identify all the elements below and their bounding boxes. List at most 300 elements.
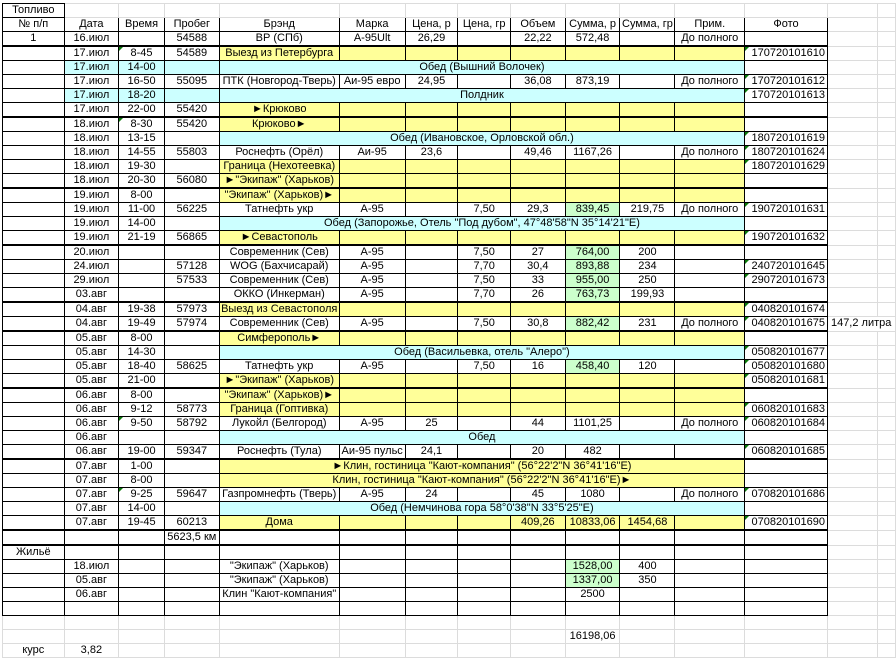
cell[interactable] bbox=[877, 46, 895, 61]
cell[interactable] bbox=[827, 274, 877, 288]
cell[interactable] bbox=[164, 4, 219, 18]
cell[interactable]: ►"Экипаж" (Харьков) bbox=[219, 174, 339, 189]
cell[interactable] bbox=[3, 431, 65, 445]
cell[interactable]: 59647 bbox=[164, 488, 219, 502]
cell[interactable] bbox=[3, 331, 65, 346]
cell[interactable] bbox=[827, 203, 877, 217]
cell[interactable]: 17.июл bbox=[64, 61, 119, 75]
cell[interactable]: А-95 bbox=[339, 245, 405, 260]
cell[interactable]: До полного bbox=[675, 317, 745, 332]
cell[interactable] bbox=[827, 32, 877, 47]
cell[interactable] bbox=[511, 374, 566, 389]
cell[interactable]: 190720101632 bbox=[745, 231, 828, 246]
cell[interactable]: 36,08 bbox=[511, 75, 566, 89]
cell[interactable]: 2500 bbox=[565, 588, 620, 602]
cell[interactable] bbox=[339, 103, 405, 118]
column-header[interactable]: Цена, гр bbox=[458, 18, 511, 32]
cell[interactable] bbox=[877, 388, 895, 403]
cell[interactable]: 20 bbox=[511, 445, 566, 460]
cell[interactable]: 58792 bbox=[164, 417, 219, 431]
cell[interactable] bbox=[877, 488, 895, 502]
cell[interactable] bbox=[565, 174, 620, 189]
cell[interactable] bbox=[458, 630, 511, 644]
cell[interactable] bbox=[620, 616, 675, 630]
cell[interactable] bbox=[877, 588, 895, 602]
cell[interactable] bbox=[745, 388, 828, 403]
cell[interactable] bbox=[119, 602, 165, 616]
cell[interactable] bbox=[827, 160, 877, 174]
cell[interactable] bbox=[339, 545, 405, 560]
cell[interactable] bbox=[405, 602, 458, 616]
cell[interactable] bbox=[3, 574, 65, 588]
cell[interactable] bbox=[675, 630, 745, 644]
column-header[interactable]: Сумма, гр bbox=[620, 18, 675, 32]
cell[interactable] bbox=[164, 616, 219, 630]
cell[interactable]: 060820101685 bbox=[745, 445, 828, 460]
cell[interactable]: 55420 bbox=[164, 103, 219, 118]
cell[interactable] bbox=[877, 374, 895, 389]
cell[interactable]: 8-00 bbox=[119, 388, 165, 403]
cell[interactable] bbox=[877, 61, 895, 75]
cell[interactable] bbox=[339, 174, 405, 189]
cell[interactable] bbox=[164, 374, 219, 389]
cell[interactable]: 170720101613 bbox=[745, 89, 828, 103]
cell[interactable] bbox=[827, 545, 877, 560]
cell[interactable] bbox=[827, 530, 877, 545]
cell[interactable]: 763,73 bbox=[565, 288, 620, 303]
cell[interactable] bbox=[164, 331, 219, 346]
cell[interactable]: Аи-95 bbox=[339, 146, 405, 160]
cell[interactable]: Татнефть укр bbox=[219, 203, 339, 217]
cell[interactable] bbox=[405, 203, 458, 217]
cell[interactable] bbox=[405, 188, 458, 203]
cell[interactable]: 180720101629 bbox=[745, 160, 828, 174]
cell[interactable] bbox=[405, 117, 458, 132]
cell[interactable] bbox=[164, 160, 219, 174]
cell[interactable] bbox=[877, 459, 895, 474]
cell[interactable]: 18.июл bbox=[64, 160, 119, 174]
cell[interactable]: До полного bbox=[675, 32, 745, 47]
cell[interactable]: 9-25 bbox=[119, 488, 165, 502]
cell[interactable] bbox=[3, 317, 65, 332]
cell[interactable]: Газпромнефть (Тверь) bbox=[219, 488, 339, 502]
cell[interactable] bbox=[511, 630, 566, 644]
cell[interactable] bbox=[511, 588, 566, 602]
cell[interactable] bbox=[565, 231, 620, 246]
cell[interactable] bbox=[119, 616, 165, 630]
cell[interactable] bbox=[458, 146, 511, 160]
cell[interactable]: 19.июл bbox=[64, 217, 119, 231]
cell[interactable]: 27 bbox=[511, 245, 566, 260]
cell[interactable]: 60213 bbox=[164, 516, 219, 531]
cell[interactable] bbox=[877, 516, 895, 531]
cell[interactable] bbox=[565, 160, 620, 174]
cell[interactable] bbox=[675, 516, 745, 531]
cell[interactable]: 20.июл bbox=[64, 245, 119, 260]
cell[interactable]: ►Севастополь bbox=[219, 231, 339, 246]
cell[interactable] bbox=[745, 644, 828, 658]
cell[interactable] bbox=[3, 160, 65, 174]
cell[interactable]: 45 bbox=[511, 488, 566, 502]
cell[interactable] bbox=[458, 602, 511, 616]
cell[interactable] bbox=[511, 388, 566, 403]
cell[interactable] bbox=[405, 516, 458, 531]
cell[interactable]: 17.июл bbox=[64, 46, 119, 61]
cell[interactable] bbox=[339, 616, 405, 630]
cell[interactable]: Топливо bbox=[3, 4, 65, 18]
cell[interactable]: 30,8 bbox=[511, 317, 566, 332]
column-header[interactable]: № п/п bbox=[3, 18, 65, 32]
cell[interactable] bbox=[458, 403, 511, 417]
cell[interactable]: 22-00 bbox=[119, 103, 165, 118]
cell[interactable]: Граница (Гоптивка) bbox=[219, 403, 339, 417]
cell[interactable] bbox=[877, 132, 895, 146]
cell[interactable]: 350 bbox=[620, 574, 675, 588]
cell[interactable] bbox=[458, 588, 511, 602]
cell[interactable] bbox=[565, 530, 620, 545]
cell[interactable]: 290720101673 bbox=[745, 274, 828, 288]
cell[interactable] bbox=[877, 89, 895, 103]
cell[interactable] bbox=[3, 188, 65, 203]
cell[interactable] bbox=[511, 174, 566, 189]
cell[interactable] bbox=[675, 331, 745, 346]
cell[interactable]: 17.июл bbox=[64, 89, 119, 103]
cell[interactable]: 040820101674 bbox=[745, 302, 828, 317]
cell[interactable] bbox=[827, 217, 877, 231]
cell[interactable] bbox=[405, 245, 458, 260]
cell[interactable] bbox=[119, 260, 165, 274]
cell[interactable] bbox=[675, 231, 745, 246]
cell[interactable] bbox=[620, 388, 675, 403]
cell[interactable]: 06.авг bbox=[64, 588, 119, 602]
cell[interactable]: Роснефть (Тула) bbox=[219, 445, 339, 460]
cell[interactable] bbox=[675, 360, 745, 374]
cell[interactable]: 170720101612 bbox=[745, 75, 828, 89]
cell[interactable] bbox=[620, 103, 675, 118]
cell[interactable] bbox=[511, 231, 566, 246]
cell[interactable] bbox=[119, 32, 165, 47]
cell[interactable] bbox=[511, 331, 566, 346]
cell[interactable]: 56225 bbox=[164, 203, 219, 217]
cell[interactable] bbox=[620, 231, 675, 246]
cell[interactable] bbox=[675, 260, 745, 274]
cell[interactable] bbox=[877, 445, 895, 460]
cell[interactable] bbox=[877, 574, 895, 588]
cell[interactable] bbox=[877, 417, 895, 431]
cell[interactable]: 8-00 bbox=[119, 188, 165, 203]
cell[interactable] bbox=[164, 502, 219, 516]
cell[interactable]: 199,93 bbox=[620, 288, 675, 303]
column-header[interactable]: Дата bbox=[64, 18, 119, 32]
cell[interactable] bbox=[675, 274, 745, 288]
cell[interactable]: 59347 bbox=[164, 445, 219, 460]
cell[interactable] bbox=[877, 602, 895, 616]
cell[interactable]: 24,95 bbox=[405, 75, 458, 89]
cell[interactable] bbox=[339, 516, 405, 531]
cell[interactable] bbox=[3, 174, 65, 189]
cell[interactable]: А-95 bbox=[339, 488, 405, 502]
cell[interactable] bbox=[3, 403, 65, 417]
cell[interactable] bbox=[877, 431, 895, 445]
cell[interactable] bbox=[565, 644, 620, 658]
cell[interactable] bbox=[119, 245, 165, 260]
cell[interactable] bbox=[877, 302, 895, 317]
cell[interactable]: 1528,00 bbox=[565, 560, 620, 574]
cell[interactable]: 57973 bbox=[164, 302, 219, 317]
cell[interactable]: 19-00 bbox=[119, 445, 165, 460]
cell[interactable] bbox=[458, 388, 511, 403]
cell[interactable]: 18-40 bbox=[119, 360, 165, 374]
cell[interactable] bbox=[745, 288, 828, 303]
cell[interactable] bbox=[3, 388, 65, 403]
cell[interactable]: 57533 bbox=[164, 274, 219, 288]
cell[interactable]: ►Клин, гостиница "Кают-компания" (56°22'2"N 36°41'16"E) bbox=[219, 459, 744, 474]
cell[interactable] bbox=[458, 302, 511, 317]
cell[interactable]: 14-00 bbox=[119, 61, 165, 75]
cell[interactable] bbox=[164, 245, 219, 260]
cell[interactable]: 882,42 bbox=[565, 317, 620, 332]
cell[interactable]: Полдник bbox=[219, 89, 744, 103]
cell[interactable] bbox=[827, 403, 877, 417]
cell[interactable] bbox=[458, 188, 511, 203]
cell[interactable]: 18.июл bbox=[64, 117, 119, 132]
cell[interactable] bbox=[164, 288, 219, 303]
cell[interactable] bbox=[458, 560, 511, 574]
cell[interactable] bbox=[877, 545, 895, 560]
cell[interactable] bbox=[675, 245, 745, 260]
cell[interactable]: 060820101683 bbox=[745, 403, 828, 417]
cell[interactable] bbox=[565, 545, 620, 560]
cell[interactable] bbox=[405, 103, 458, 118]
cell[interactable] bbox=[3, 245, 65, 260]
cell[interactable] bbox=[827, 588, 877, 602]
cell[interactable]: 05.авг bbox=[64, 574, 119, 588]
cell[interactable] bbox=[827, 346, 877, 360]
cell[interactable] bbox=[164, 188, 219, 203]
cell[interactable] bbox=[458, 417, 511, 431]
column-header[interactable]: Объем bbox=[511, 18, 566, 32]
cell[interactable] bbox=[877, 231, 895, 246]
cell[interactable] bbox=[620, 4, 675, 18]
cell[interactable]: 13-15 bbox=[119, 132, 165, 146]
cell[interactable] bbox=[164, 431, 219, 445]
cell[interactable] bbox=[3, 459, 65, 474]
cell[interactable] bbox=[119, 545, 165, 560]
cell[interactable] bbox=[827, 459, 877, 474]
cell[interactable]: 893,88 bbox=[565, 260, 620, 274]
cell[interactable]: 05.авг bbox=[64, 374, 119, 389]
cell[interactable] bbox=[565, 374, 620, 389]
cell[interactable]: 11-00 bbox=[119, 203, 165, 217]
cell[interactable]: ►Крюково bbox=[219, 103, 339, 118]
cell[interactable]: 16.июл bbox=[64, 32, 119, 47]
cell[interactable] bbox=[745, 616, 828, 630]
cell[interactable]: Клин "Кают-компания" bbox=[219, 588, 339, 602]
cell[interactable] bbox=[827, 374, 877, 389]
cell[interactable] bbox=[565, 188, 620, 203]
cell[interactable] bbox=[511, 302, 566, 317]
cell[interactable] bbox=[827, 245, 877, 260]
cell[interactable] bbox=[877, 331, 895, 346]
cell[interactable] bbox=[164, 217, 219, 231]
cell[interactable] bbox=[3, 46, 65, 61]
cell[interactable] bbox=[119, 574, 165, 588]
cell[interactable] bbox=[827, 388, 877, 403]
cell[interactable] bbox=[620, 630, 675, 644]
cell[interactable] bbox=[565, 4, 620, 18]
cell[interactable] bbox=[565, 331, 620, 346]
cell[interactable]: 58625 bbox=[164, 360, 219, 374]
cell[interactable]: 06.авг bbox=[64, 445, 119, 460]
cell[interactable] bbox=[827, 103, 877, 118]
cell[interactable] bbox=[827, 288, 877, 303]
cell[interactable] bbox=[511, 560, 566, 574]
cell[interactable] bbox=[405, 4, 458, 18]
cell[interactable] bbox=[675, 574, 745, 588]
cell[interactable] bbox=[620, 146, 675, 160]
cell[interactable]: 18.июл bbox=[64, 560, 119, 574]
cell[interactable] bbox=[565, 602, 620, 616]
cell[interactable] bbox=[164, 630, 219, 644]
cell[interactable] bbox=[64, 530, 119, 545]
cell[interactable] bbox=[675, 46, 745, 61]
cell[interactable] bbox=[827, 188, 877, 203]
cell[interactable]: 17.июл bbox=[64, 103, 119, 118]
cell[interactable] bbox=[675, 174, 745, 189]
cell[interactable]: 06.авг bbox=[64, 388, 119, 403]
cell[interactable] bbox=[339, 560, 405, 574]
cell[interactable] bbox=[565, 403, 620, 417]
cell[interactable] bbox=[745, 103, 828, 118]
cell[interactable] bbox=[877, 4, 895, 18]
cell[interactable] bbox=[620, 331, 675, 346]
cell[interactable] bbox=[3, 488, 65, 502]
cell[interactable] bbox=[3, 445, 65, 460]
cell[interactable]: 8-00 bbox=[119, 331, 165, 346]
cell[interactable] bbox=[219, 616, 339, 630]
cell[interactable]: 03.авг bbox=[64, 288, 119, 303]
cell[interactable]: Клин, гостиница "Кают-компания" (56°22'2"N 36°41'16"E)► bbox=[219, 474, 744, 488]
cell[interactable]: 7,50 bbox=[458, 274, 511, 288]
cell[interactable] bbox=[620, 117, 675, 132]
cell[interactable]: 05.авг bbox=[64, 346, 119, 360]
cell[interactable] bbox=[827, 46, 877, 61]
cell[interactable] bbox=[119, 288, 165, 303]
cell[interactable]: 19-30 bbox=[119, 160, 165, 174]
cell[interactable] bbox=[339, 117, 405, 132]
cell[interactable]: Выезд из Петербурга bbox=[219, 46, 339, 61]
cell[interactable] bbox=[339, 46, 405, 61]
cell[interactable] bbox=[877, 288, 895, 303]
cell[interactable] bbox=[458, 32, 511, 47]
cell[interactable]: 19-38 bbox=[119, 302, 165, 317]
cell[interactable] bbox=[877, 260, 895, 274]
column-header[interactable]: Брэнд bbox=[219, 18, 339, 32]
cell[interactable]: 873,19 bbox=[565, 75, 620, 89]
cell[interactable] bbox=[458, 574, 511, 588]
cell[interactable] bbox=[877, 360, 895, 374]
cell[interactable] bbox=[339, 602, 405, 616]
cell[interactable] bbox=[877, 203, 895, 217]
cell[interactable] bbox=[339, 4, 405, 18]
cell[interactable]: Граница (Нехотеевка) bbox=[219, 160, 339, 174]
cell[interactable] bbox=[339, 231, 405, 246]
cell[interactable] bbox=[675, 403, 745, 417]
cell[interactable] bbox=[827, 331, 877, 346]
cell[interactable] bbox=[64, 4, 119, 18]
cell[interactable]: 10833,06 bbox=[565, 516, 620, 531]
cell[interactable] bbox=[3, 588, 65, 602]
cell[interactable] bbox=[620, 188, 675, 203]
cell[interactable] bbox=[620, 488, 675, 502]
cell[interactable] bbox=[745, 188, 828, 203]
cell[interactable]: 25 bbox=[405, 417, 458, 431]
cell[interactable] bbox=[458, 488, 511, 502]
cell[interactable] bbox=[3, 103, 65, 118]
cell[interactable]: 19-45 bbox=[119, 516, 165, 531]
cell[interactable]: 07.авг bbox=[64, 459, 119, 474]
cell[interactable] bbox=[3, 602, 65, 616]
cell[interactable] bbox=[745, 630, 828, 644]
cell[interactable] bbox=[620, 403, 675, 417]
cell[interactable]: 050820101677 bbox=[745, 346, 828, 360]
cell[interactable] bbox=[827, 488, 877, 502]
cell[interactable]: Обед (Вышний Волочек) bbox=[219, 61, 744, 75]
cell[interactable] bbox=[745, 560, 828, 574]
cell[interactable] bbox=[511, 188, 566, 203]
cell[interactable] bbox=[745, 174, 828, 189]
cell[interactable]: 17.июл bbox=[64, 75, 119, 89]
cell[interactable] bbox=[405, 588, 458, 602]
cell[interactable] bbox=[164, 89, 219, 103]
cell[interactable] bbox=[511, 644, 566, 658]
cell[interactable] bbox=[745, 331, 828, 346]
cell[interactable]: 7,50 bbox=[458, 360, 511, 374]
cell[interactable]: До полного bbox=[675, 75, 745, 89]
cell[interactable] bbox=[164, 132, 219, 146]
cell[interactable]: 16198,06 bbox=[565, 630, 620, 644]
cell[interactable]: ОККО (Инкерман) bbox=[219, 288, 339, 303]
cell[interactable]: 55095 bbox=[164, 75, 219, 89]
cell[interactable] bbox=[745, 602, 828, 616]
cell[interactable] bbox=[620, 174, 675, 189]
cell[interactable] bbox=[827, 602, 877, 616]
cell[interactable]: 29.июл bbox=[64, 274, 119, 288]
cell[interactable]: 07.авг bbox=[64, 516, 119, 531]
column-header[interactable]: Сумма, р bbox=[565, 18, 620, 32]
cell[interactable] bbox=[877, 103, 895, 118]
cell[interactable]: 21-19 bbox=[119, 231, 165, 246]
cell[interactable]: 04.авг bbox=[64, 302, 119, 317]
cell[interactable] bbox=[64, 616, 119, 630]
cell[interactable] bbox=[3, 61, 65, 75]
cell[interactable]: Обед (Запорожье, Отель "Под дубом", 47°48'58"N 35°14'21"E) bbox=[219, 217, 744, 231]
cell[interactable] bbox=[827, 560, 877, 574]
cell[interactable]: 19.июл bbox=[64, 231, 119, 246]
cell[interactable] bbox=[827, 260, 877, 274]
cell[interactable] bbox=[827, 302, 877, 317]
cell[interactable] bbox=[164, 459, 219, 474]
cell[interactable]: 240720101645 bbox=[745, 260, 828, 274]
cell[interactable] bbox=[511, 602, 566, 616]
cell[interactable] bbox=[511, 46, 566, 61]
cell[interactable] bbox=[164, 588, 219, 602]
cell[interactable]: Аи-95 евро bbox=[339, 75, 405, 89]
cell[interactable] bbox=[745, 117, 828, 132]
cell[interactable]: 8-30 bbox=[119, 117, 165, 132]
cell[interactable]: Дома bbox=[219, 516, 339, 531]
cell[interactable]: 1 bbox=[3, 32, 65, 47]
